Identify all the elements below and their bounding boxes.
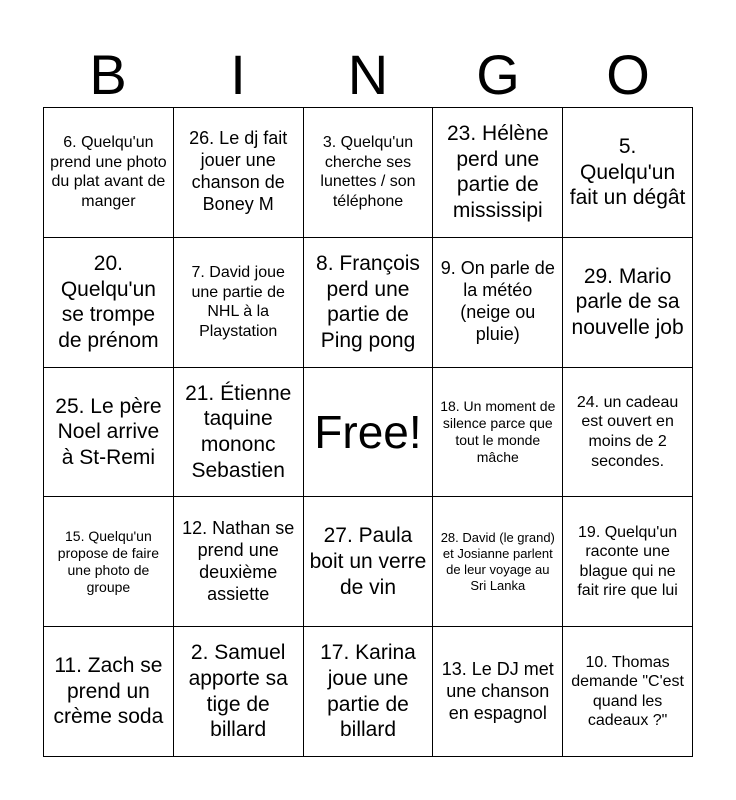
bingo-cell[interactable]: 26. Le dj fait jouer une chanson de Boney M [174, 108, 304, 238]
bingo-cell[interactable]: 19. Quelqu'un raconte une blague qui ne fait rire que lui [563, 497, 693, 627]
bingo-cell[interactable]: 24. un cadeau est ouvert en moins de 2 secondes. [563, 368, 693, 498]
bingo-cell[interactable]: 10. Thomas demande "C'est quand les cadeaux ?" [563, 627, 693, 757]
bingo-cell[interactable]: 15. Quelqu'un propose de faire une photo de groupe [44, 497, 174, 627]
header-letter-o: O [606, 43, 650, 106]
bingo-cell[interactable]: 28. David (le grand) et Josianne parlent de leur voyage au Sri Lanka [433, 497, 563, 627]
bingo-cell[interactable]: 18. Un moment de silence parce que tout le monde mâche [433, 368, 563, 498]
bingo-cell[interactable]: 3. Quelqu'un cherche ses lunettes / son téléphone [304, 108, 434, 238]
bingo-cell[interactable]: 21. Étienne taquine mononc Sebastien [174, 368, 304, 498]
bingo-cell[interactable]: 23. Hélène perd une partie de mississipi [433, 108, 563, 238]
bingo-cell[interactable]: 12. Nathan se prend une deuxième assiette [174, 497, 304, 627]
bingo-grid [43, 107, 693, 757]
bingo-cell[interactable]: 25. Le père Noel arrive à St-Remi [44, 368, 174, 498]
bingo-cell[interactable]: 7. David joue une partie de NHL à la Playstation [174, 238, 304, 368]
bingo-cell[interactable]: 27. Paula boit un verre de vin [304, 497, 434, 627]
bingo-cell[interactable]: 13. Le DJ met une chanson en espagnol [433, 627, 563, 757]
bingo-cell[interactable]: 2. Samuel apporte sa tige de billard [174, 627, 304, 757]
bingo-cell[interactable]: 5. Quelqu'un fait un dégât [563, 108, 693, 238]
bingo-cell[interactable]: 6. Quelqu'un prend une photo du plat avant de manger [44, 108, 174, 238]
free-space-cell[interactable]: Free! [304, 368, 434, 498]
bingo-cell[interactable]: 17. Karina joue une partie de billard [304, 627, 434, 757]
bingo-cell[interactable]: 20. Quelqu'un se trompe de prénom [44, 238, 174, 368]
bingo-cell[interactable]: 11. Zach se prend un crème soda [44, 627, 174, 757]
bingo-header [43, 42, 693, 108]
header-letter-i: I [230, 43, 246, 106]
bingo-cell[interactable]: 29. Mario parle de sa nouvelle job [563, 238, 693, 368]
header-letter-g: G [476, 43, 520, 106]
bingo-cell[interactable]: 8. François perd une partie de Ping pong [304, 238, 434, 368]
header-letter-n: N [347, 43, 389, 106]
header-letter-b: B [89, 43, 127, 106]
bingo-cell[interactable]: 9. On parle de la météo (neige ou pluie) [433, 238, 563, 368]
